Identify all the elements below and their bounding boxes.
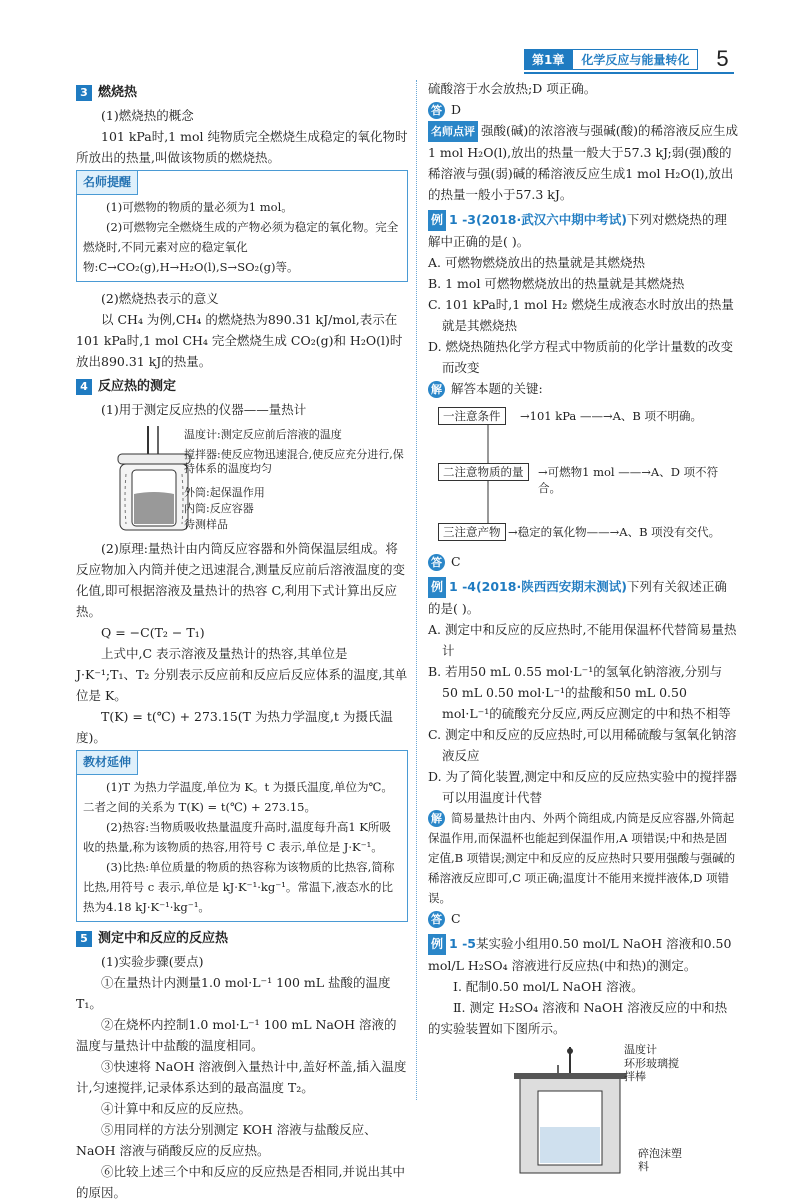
paragraph: (2)原理:量热计由内筒反应容器和外筒保温层组成。将反应物加入内筒并使之迅速混合,测量反应前后溶液温度的变化值,即可根据溶液及量热计的热容 C,利用下式计算出反应热。 bbox=[76, 541, 405, 619]
option: C. 101 kPa时,1 mol H₂ 燃烧生成液态水时放出的热量就是其燃烧热 bbox=[428, 297, 734, 333]
paragraph: 上式中,C 表示溶液及量热计的热容,其单位是 J·K⁻¹;T₁、T₂ 分别表示反应前和反应后反应体系的温度,其单位是 K。 bbox=[76, 646, 408, 703]
option: A. 可燃物燃烧放出的热量就是其燃烧热 bbox=[428, 255, 645, 270]
right-column bbox=[428, 78, 738, 1197]
solution bbox=[428, 378, 738, 399]
answer-value: C bbox=[451, 554, 461, 569]
answer-line bbox=[428, 908, 738, 929]
section-title: 燃烧热 bbox=[98, 85, 138, 100]
extension-text: (2)热容:当物质吸收热量温度升高时,温度每升高1 K所吸收的热量,称为该物质的热容,用符号 C 表示,单位是 J·K⁻¹。 bbox=[83, 820, 391, 854]
paragraph: (1)燃烧热的概念 bbox=[101, 108, 194, 123]
solution bbox=[428, 808, 738, 908]
extension-box bbox=[76, 750, 408, 922]
figure-label: 碎泡沫塑料 bbox=[638, 1147, 682, 1173]
example-number: 1 -5 bbox=[449, 936, 476, 951]
header-rule bbox=[524, 72, 734, 74]
example-icon: 例 bbox=[428, 210, 446, 231]
answer-line bbox=[428, 551, 738, 572]
paragraph: ②在烧杯内控制1.0 mol·L⁻¹ 100 mL NaOH 溶液的温度与量热计中盐酸的温度相同。 bbox=[76, 1017, 397, 1053]
page-header bbox=[524, 48, 729, 70]
section-title: 反应热的测定 bbox=[98, 379, 177, 394]
paragraph: 硫酸溶于水会放热;D 项正确。 bbox=[428, 81, 597, 96]
solution-text: 解答本题的关键: bbox=[451, 381, 543, 396]
paragraph: ①在量热计内测量1.0 mol·L⁻¹ 100 mL 盐酸的温度 T₁。 bbox=[76, 975, 391, 1011]
comment bbox=[428, 120, 738, 205]
chapter-label: 第1章 bbox=[524, 49, 572, 70]
example-1-5 bbox=[428, 933, 738, 976]
solution-icon: 解 bbox=[428, 810, 445, 827]
figure-label: 温度计 bbox=[624, 1043, 657, 1056]
flow-text: →稳定的氧化物——→A、B 项没有交代。 bbox=[508, 525, 721, 539]
figure-label: 环形玻璃搅拌棒 bbox=[624, 1057, 679, 1083]
apparatus-drawing bbox=[514, 1047, 634, 1177]
solution-text: 简易量热计由内、外两个筒组成,内筒是反应容器,外筒起保温作用,而保温杯也能起到保温作用,A 项错误;中和热是固定值,B 项错误;测定中和反应的反应热时只要用强酸与强碱的稀溶液反应即可,C 项正确;温度计不能用来搅拌液体,D 项错误。 bbox=[428, 811, 736, 905]
tip-text: (2)可燃物完全燃烧生成的产物必须为稳定的氧化物。完全燃烧时,不同元素对应的稳定氧化物:C→CO₂(g),H→H₂O(l),S→SO₂(g)等。 bbox=[83, 220, 399, 274]
answer-icon: 答 bbox=[428, 911, 445, 928]
tip-box bbox=[76, 170, 408, 282]
flow-box: 二注意物质的量 bbox=[438, 463, 529, 481]
option: D. 为了简化装置,测定中和反应的反应热实验中的搅拌器可以用温度计代替 bbox=[428, 769, 737, 805]
apparatus-figure bbox=[428, 1043, 738, 1193]
answer-value: C bbox=[451, 911, 461, 926]
extension-box-tag: 教材延伸 bbox=[76, 750, 138, 775]
column-divider bbox=[416, 80, 417, 1100]
paragraph: (1)实验步骤(要点) bbox=[101, 954, 204, 969]
example-stem: 下列对燃烧热的理解中正确的是( )。 bbox=[428, 212, 727, 249]
answer-icon: 答 bbox=[428, 554, 445, 571]
answer-line bbox=[428, 99, 738, 120]
option: D. 燃烧热随热化学方程式中物质前的化学计量数的改变而改变 bbox=[428, 339, 734, 375]
example-source: (2018·武汉六中期中考试) bbox=[475, 212, 627, 227]
figure-label: 搅拌器:使反应物迅速混合,使反应充分进行,保持体系的温度均匀 bbox=[184, 448, 404, 475]
figure-label: 温度计:测定反应前后溶液的温度 bbox=[184, 428, 342, 441]
paragraph: ③快速将 NaOH 溶液倒入量热计中,盖好杯盖,插入温度计,匀速搅拌,记录体系达到的最高温度 T₂。 bbox=[76, 1059, 407, 1095]
chapter-title: 化学反应与能量转化 bbox=[572, 49, 698, 70]
comment-tag: 名师点评 bbox=[428, 121, 478, 142]
section-number: 3 bbox=[76, 85, 92, 101]
example-icon: 例 bbox=[428, 577, 446, 598]
example-1-4 bbox=[428, 576, 738, 619]
flow-box: 三注意产物 bbox=[438, 523, 506, 541]
figure-label: 待测样品 bbox=[184, 518, 228, 531]
paragraph: ⑥比较上述三个中和反应的反应热是否相同,并说出其中的原因。 bbox=[76, 1164, 405, 1200]
section-5-heading bbox=[76, 928, 408, 949]
figure-label: 内筒:反应容器 bbox=[184, 502, 254, 515]
option: B. 若用50 mL 0.55 mol·L⁻¹的氢氧化钠溶液,分别与50 mL 0.50 mol·L⁻¹的盐酸和50 mL 0.50 mol·L⁻¹的硫酸充分反应,两反应测定的中和热不相等 bbox=[428, 664, 731, 721]
section-number: 4 bbox=[76, 379, 92, 395]
paragraph: Ⅱ. 测定 H₂SO₄ 溶液和 NaOH 溶液反应的中和热的实验装置如下图所示。 bbox=[428, 1000, 728, 1036]
example-source: (2018·陕西西安期末测试) bbox=[475, 579, 627, 594]
flow-text: →101 kPa ——→A、B 项不明确。 bbox=[520, 409, 702, 423]
example-1-3 bbox=[428, 209, 738, 252]
example-number: 1 -4 bbox=[449, 579, 476, 594]
section-title: 测定中和反应的反应热 bbox=[98, 931, 229, 946]
section-4-heading bbox=[76, 376, 408, 397]
paragraph: 以 CH₄ 为例,CH₄ 的燃烧热为890.31 kJ/mol,表示在101 kPa时,1 mol CH₄ 完全燃烧生成 CO₂(g)和 H₂O(l)时放出890.31 kJ的热量。 bbox=[76, 312, 403, 369]
solution-icon: 解 bbox=[428, 381, 445, 398]
option: B. 1 mol 可燃物燃烧放出的热量就是其燃烧热 bbox=[428, 276, 685, 291]
flow-box: 一注意条件 bbox=[438, 407, 506, 425]
tip-text: (1)可燃物的物质的量必须为1 mol。 bbox=[106, 200, 293, 214]
paragraph: 101 kPa时,1 mol 纯物质完全燃烧生成稳定的氧化物时所放出的热量,叫做该物质的燃烧热。 bbox=[76, 129, 408, 165]
extension-text: (3)比热:单位质量的物质的热容称为该物质的比热容,简称比热,用符号 c 表示,单位是 kJ·K⁻¹·kg⁻¹。常温下,液态水的比热为4.18 kJ·K⁻¹·kg⁻¹。 bbox=[83, 860, 395, 914]
paragraph: T(K) = t(℃) + 273.15(T 为热力学温度,t 为摄氏温度)。 bbox=[76, 709, 393, 745]
comment-text: 强酸(碱)的浓溶液与强碱(酸)的稀溶液反应生成1 mol H₂O(l),放出的热量一般大于57.3 kJ;弱(强)酸的稀溶液与强(弱)碱的稀溶液反应生成1 mol H₂O(l),放出的热量一般小于57.3 kJ。 bbox=[428, 123, 739, 202]
example-stem: 某实验小组用0.50 mol/L NaOH 溶液和0.50 mol/L H₂SO₄ 溶液进行反应热(中和热)的测定。 bbox=[428, 936, 732, 973]
paragraph: (2)燃烧热表示的意义 bbox=[101, 291, 219, 306]
paragraph: ④计算中和反应的反应热。 bbox=[101, 1101, 252, 1116]
calorimeter-figure bbox=[76, 424, 408, 534]
paragraph: (1)用于测定反应热的仪器——量热计 bbox=[101, 402, 307, 417]
example-stem: 下列有关叙述正确的是( )。 bbox=[428, 579, 727, 616]
option: C. 测定中和反应的反应热时,可以用稀硫酸与氢氧化钠溶液反应 bbox=[428, 727, 737, 763]
section-3-heading bbox=[76, 82, 408, 103]
paragraph: Ⅰ. 配制0.50 mol/L NaOH 溶液。 bbox=[453, 979, 644, 994]
example-number: 1 -3 bbox=[449, 212, 476, 227]
formula: Q = −C(T₂ − T₁) bbox=[101, 625, 205, 640]
key-points-flow bbox=[428, 405, 738, 545]
extension-text: (1)T 为热力学温度,单位为 K。t 为摄氏温度,单位为℃。二者之间的关系为 T(K) = t(℃) + 273.15。 bbox=[83, 780, 393, 814]
flow-text: →可燃物1 mol ——→A、D 项不符合。 bbox=[538, 465, 719, 495]
option: A. 测定中和反应的反应热时,不能用保温杯代替简易量热计 bbox=[428, 622, 737, 658]
tip-box-tag: 名师提醒 bbox=[76, 170, 138, 195]
figure-label: 外筒:起保温作用 bbox=[184, 486, 265, 499]
paragraph: ⑤用同样的方法分别测定 KOH 溶液与盐酸反应、NaOH 溶液与硝酸反应的反应热。 bbox=[76, 1122, 377, 1158]
section-number: 5 bbox=[76, 931, 92, 947]
answer-icon: 答 bbox=[428, 102, 445, 119]
page-number: 5 bbox=[716, 46, 729, 71]
left-column bbox=[76, 78, 408, 1203]
example-icon: 例 bbox=[428, 934, 446, 955]
answer-value: D bbox=[451, 102, 462, 117]
